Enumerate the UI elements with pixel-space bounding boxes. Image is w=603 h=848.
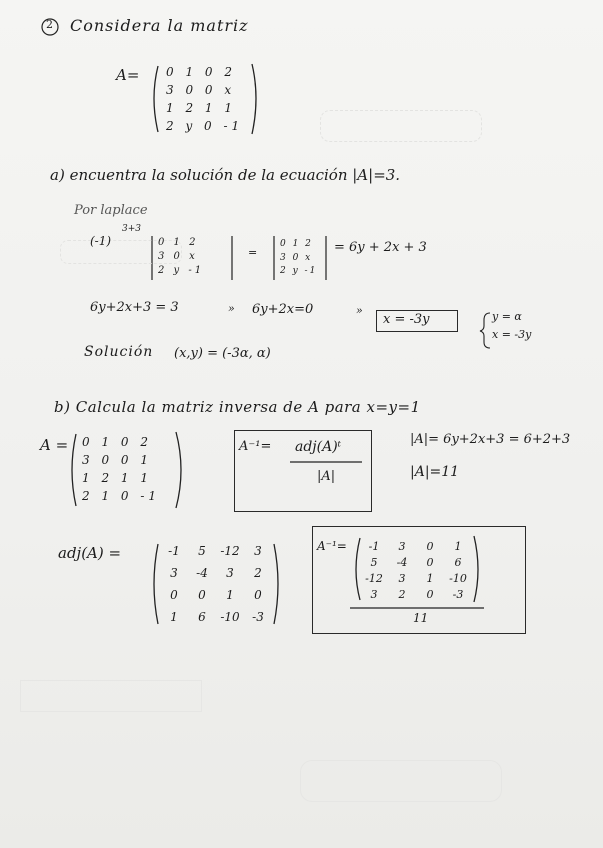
adjugate-cell: 3 [226,566,234,580]
bleed-through-mark [320,110,482,142]
problem-number: 2 [46,18,53,31]
system-line-2: x = -3y [492,328,532,341]
cofactor-sign: (-1) [90,234,112,248]
equation-1: 6y+2x+3 = 3 [90,300,179,315]
inverse-label: A⁻¹= [239,439,272,454]
determinant-result: = 6y + 2x + 3 [334,240,427,255]
determinant-line-2: |A|=11 [410,464,460,480]
minor1-row: 2 y -1 [158,265,205,276]
matrix-a-row: 0 1 0 2 [166,65,236,79]
part-b-heading: b) Calcula la matriz inversa de A para x=y=1 [54,398,421,416]
solution-label: Solución [84,344,154,360]
inverse-cell: 3 [398,540,406,553]
matrix-a-b-row: 3 0 0 1 [82,453,152,467]
inverse-cell: 2 [398,588,406,601]
problem-title: Considera la matriz [70,16,249,35]
matrix-a-b-row: 1 2 1 1 [82,471,152,485]
adjugate-label: adj(A) = [58,544,122,562]
adjugate-cell: 3 [254,544,262,558]
adjugate-cell: 0 [170,588,178,602]
inverse-cell: -1 [368,540,380,553]
inverse-cell: 0 [426,588,434,601]
adjugate-cell: -12 [220,544,240,558]
adjugate-cell: -1 [168,544,180,558]
inverse-result-label: A⁻¹= [317,539,347,553]
matrix-a-label: A= [116,66,140,84]
inverse-cell: 3 [370,588,378,601]
inverse-cell: -4 [396,556,408,569]
adjugate-cell: 6 [198,610,206,624]
solution-value: (x,y) = (-3α, α) [174,346,271,361]
boxed-result-text: x = -3y [383,312,430,327]
adjugate-cell: 0 [198,588,206,602]
adjugate-cell: -3 [252,610,264,624]
method-label: Por laplace [74,203,148,218]
matrix-a-b-row: 2 1 0 -1 [82,489,161,503]
arrow-1: » [228,302,235,315]
adjugate-cell: 5 [198,544,206,558]
inverse-cell: 6 [454,556,462,569]
inverse-result-denominator: 11 [413,611,429,625]
minor2-row: 2 y -1 [280,266,318,276]
adjugate-cell: 1 [170,610,178,624]
minor1-row: 0 1 2 [158,237,199,248]
inverse-cell: -3 [452,588,464,601]
adjugate-cell: -4 [196,566,208,580]
inverse-formula-box [234,430,372,512]
minor1-row: 3 0 x [158,251,198,262]
determinant-line-1: |A|= 6y+2x+3 = 6+2+3 [410,432,571,447]
inverse-cell: 0 [426,556,434,569]
equation-2: 6y+2x=0 [252,302,314,317]
bleed-through-mark [20,680,202,712]
adjugate-cell: 2 [254,566,262,580]
part-a-heading: a) encuentra la solución de la ecuación |A|=3. [50,166,401,184]
matrix-a-row: 2 y 0 -1 [166,119,244,133]
inverse-cell: 1 [454,540,462,553]
arrow-2: » [356,304,363,317]
minor2-row: 3 0 x [280,253,313,263]
inverse-denominator: |A| [317,469,336,484]
minor2-row: 0 1 2 [280,239,313,249]
matrix-a-label-b: A = [40,436,69,454]
system-line-1: y = α [492,310,522,323]
boxed-result [376,310,458,332]
inverse-cell: -10 [449,572,467,585]
matrix-a-row: 3 0 0 x [166,83,236,97]
inverse-cell: 0 [426,540,434,553]
cofactor-exponent: 3+3 [122,224,141,234]
inverse-cell: 5 [370,556,378,569]
inverse-cell: -12 [365,572,383,585]
matrix-a-b-row: 0 1 0 2 [82,435,152,449]
adjugate-cell: 0 [254,588,262,602]
inverse-cell: 3 [398,572,406,585]
adjugate-cell: 3 [170,566,178,580]
inverse-numerator: adj(A)ᵗ [295,439,342,455]
adjugate-cell: -10 [220,610,240,624]
inverse-cell: 1 [426,572,434,585]
bleed-through-mark [300,760,502,802]
equals-sign: = [248,246,258,259]
matrix-a-row: 1 2 1 1 [166,101,236,115]
adjugate-cell: 1 [226,588,234,602]
